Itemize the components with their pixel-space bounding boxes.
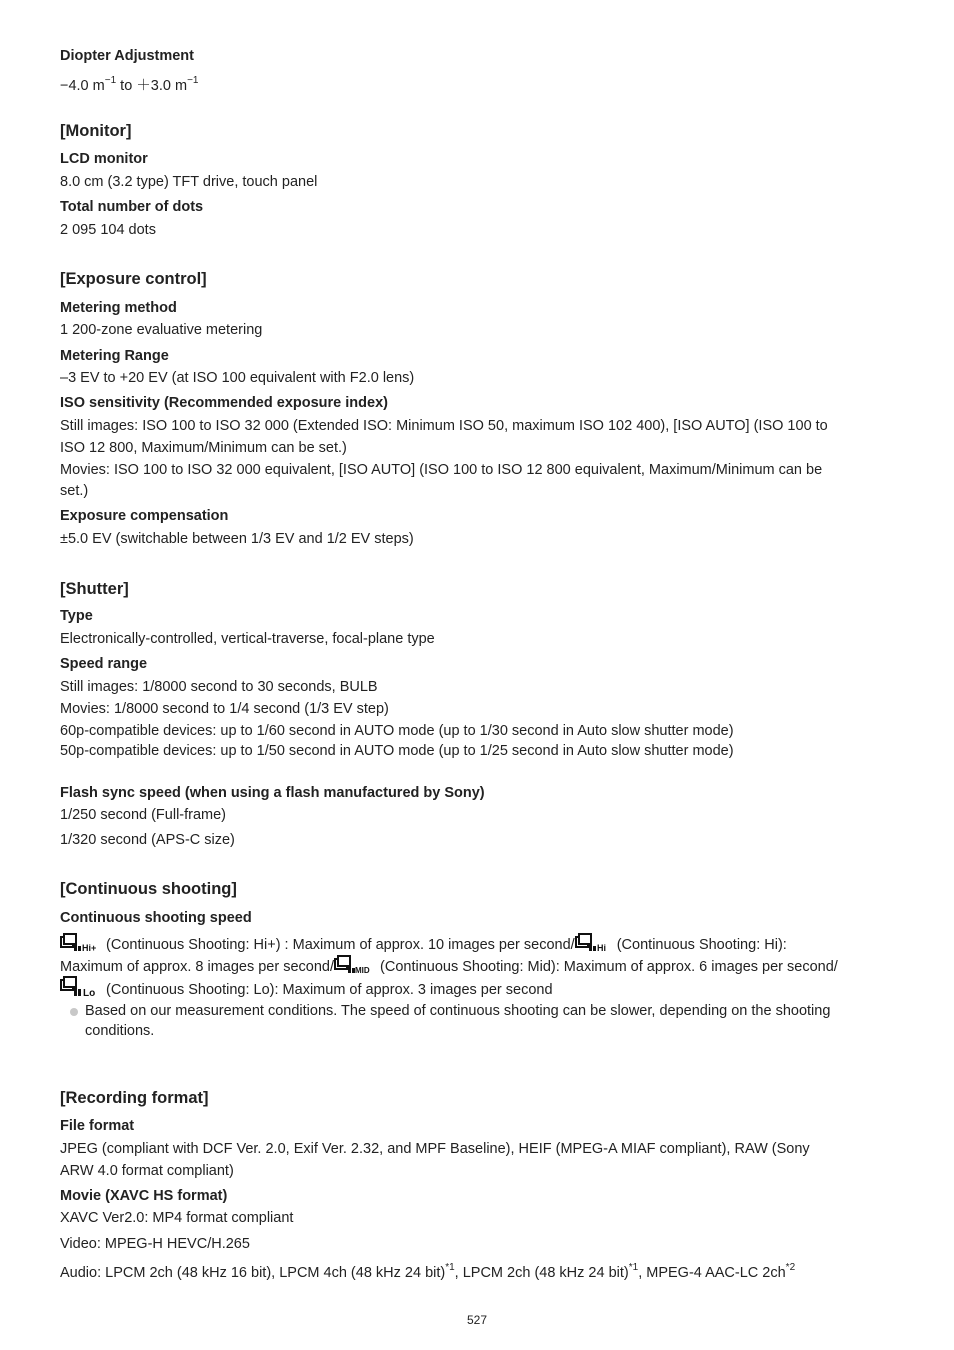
lcd-monitor-value: 8.0 cm (3.2 type) TFT drive, touch panel bbox=[60, 174, 318, 190]
shutter-type-value: Electronically-controlled, vertical-traverse, focal-plane type bbox=[60, 631, 435, 647]
metering-method-value: 1 200-zone evaluative metering bbox=[60, 322, 263, 338]
mid-icon-label: MID bbox=[355, 966, 370, 975]
continuous-hi-icon bbox=[575, 933, 611, 957]
video-codec-value: Video: MPEG-H HEVC/H.265 bbox=[60, 1236, 250, 1252]
exposure-comp-label: Exposure compensation bbox=[60, 508, 229, 524]
diopter-value-min: −4.0 m bbox=[60, 78, 105, 94]
hi-max-rate: Maximum of approx. 8 images per second/ bbox=[60, 959, 335, 975]
continuous-note-line-1: Based on our measurement conditions. The speed of continuous shooting can be slower, depending on the shooting bbox=[85, 1003, 831, 1019]
metering-range-value: –3 EV to +20 EV (at ISO 100 equivalent with F2.0 lens) bbox=[60, 370, 415, 386]
iso-still-line-1: Still images: ISO 100 to ISO 32 000 (Extended ISO: Minimum ISO 50, maximum ISO 102 400), [ISO AUTO] (ISO 100 to bbox=[60, 418, 828, 434]
metering-range-label: Metering Range bbox=[60, 348, 169, 364]
speed-range-label: Speed range bbox=[60, 656, 148, 672]
monitor-heading: [Monitor] bbox=[60, 122, 132, 140]
file-format-line-1: JPEG (compliant with DCF Ver. 2.0, Exif Ver. 2.32, and MPF Baseline), HEIF (MPEG-A MIAF compliant), RAW (Sony bbox=[60, 1141, 810, 1157]
audio-aac-part: , MPEG-4 AAC-LC 2ch bbox=[638, 1265, 786, 1281]
flash-sync-full-frame: 1/250 second (Full-frame) bbox=[60, 807, 227, 823]
diopter-value bbox=[60, 74, 198, 95]
shutter-type-label: Type bbox=[60, 608, 93, 624]
page-number: 527 bbox=[466, 1313, 488, 1327]
exposure-comp-value: ±5.0 EV (switchable between 1/3 EV and 1/2 EV steps) bbox=[60, 531, 414, 547]
speed-range-line: 60p-compatible devices: up to 1/60 second in AUTO mode (up to 1/30 second in Auto slow shutter mode) bbox=[60, 723, 734, 739]
continuous-note-line-2: conditions. bbox=[85, 1023, 155, 1039]
iso-still-line-2: ISO 12 800, Maximum/Minimum can be set.) bbox=[60, 440, 347, 456]
file-format-label: File format bbox=[60, 1118, 135, 1134]
hiplus-icon-label: Hi+ bbox=[82, 943, 97, 953]
dots-value: 2 095 104 dots bbox=[60, 222, 156, 238]
hiplus-description: (Continuous Shooting: Hi+) : Maximum of approx. 10 images per second/ bbox=[102, 937, 575, 953]
speed-range-line: Still images: 1/8000 second to 30 seconds, BULB bbox=[60, 679, 378, 695]
diopter-value-max: to ＋3.0 m bbox=[116, 78, 188, 94]
file-format-line-2: ARW 4.0 format compliant) bbox=[60, 1163, 234, 1179]
speed-range-line: 50p-compatible devices: up to 1/50 second in AUTO mode (up to 1/25 second in Auto slow shutter mode) bbox=[60, 743, 734, 759]
speed-range-line: Movies: 1/8000 second to 1/4 second (1/3 EV step) bbox=[60, 701, 389, 717]
lo-icon-label: Lo bbox=[83, 988, 96, 998]
continuous-heading: [Continuous shooting] bbox=[60, 880, 237, 898]
continuous-hiplus-icon bbox=[60, 933, 100, 957]
iso-movie-line-2: set.) bbox=[60, 483, 89, 499]
movie-format-label: Movie (XAVC HS format) bbox=[60, 1188, 228, 1204]
diopter-unit-exp-2: −1 bbox=[187, 75, 199, 87]
recording-heading: [Recording format] bbox=[60, 1089, 209, 1107]
hi-description: (Continuous Shooting: Hi): bbox=[612, 937, 787, 953]
mid-description: (Continuous Shooting: Mid): Maximum of approx. 6 images per second/ bbox=[376, 959, 838, 975]
exposure-heading: [Exposure control] bbox=[60, 270, 207, 288]
continuous-speed-line-3 bbox=[60, 976, 553, 1002]
hi-icon-label: Hi bbox=[596, 943, 606, 953]
continuous-speed-line-1 bbox=[60, 933, 787, 957]
audio-lpcm-part: Audio: LPCM 2ch (48 kHz 16 bit), LPCM 4ch (48 kHz 24 bit) bbox=[60, 1265, 446, 1281]
shutter-heading: [Shutter] bbox=[60, 580, 129, 598]
audio-format-value bbox=[60, 1262, 796, 1281]
lcd-monitor-label: LCD monitor bbox=[60, 151, 148, 167]
movie-format-value: XAVC Ver2.0: MP4 format compliant bbox=[60, 1210, 294, 1226]
flash-sync-apsc: 1/320 second (APS-C size) bbox=[60, 832, 235, 848]
diopter-heading: Diopter Adjustment bbox=[60, 48, 194, 64]
footnote-ref: *1 bbox=[445, 1262, 455, 1274]
lo-description: (Continuous Shooting: Lo): Maximum of approx. 3 images per second bbox=[102, 982, 553, 998]
diopter-unit-exp-1: −1 bbox=[104, 75, 117, 87]
footnote-ref: *2 bbox=[785, 1262, 796, 1274]
audio-lpcm-part: , LPCM 2ch (48 kHz 24 bit) bbox=[454, 1265, 629, 1281]
flash-sync-label: Flash sync speed (when using a flash manufactured by Sony) bbox=[60, 785, 485, 801]
footnote-ref: *1 bbox=[628, 1262, 639, 1274]
iso-movie-line-1: Movies: ISO 100 to ISO 32 000 equivalent, [ISO AUTO] (ISO 100 to ISO 12 800 equivalent, Maximum/Minimum can be bbox=[60, 462, 823, 478]
continuous-speed-label: Continuous shooting speed bbox=[60, 910, 252, 926]
note-bullet-icon bbox=[70, 1008, 78, 1016]
dots-label: Total number of dots bbox=[60, 199, 204, 215]
metering-method-label: Metering method bbox=[60, 300, 177, 316]
continuous-lo-icon bbox=[60, 976, 100, 1002]
iso-label: ISO sensitivity (Recommended exposure index) bbox=[60, 395, 388, 411]
